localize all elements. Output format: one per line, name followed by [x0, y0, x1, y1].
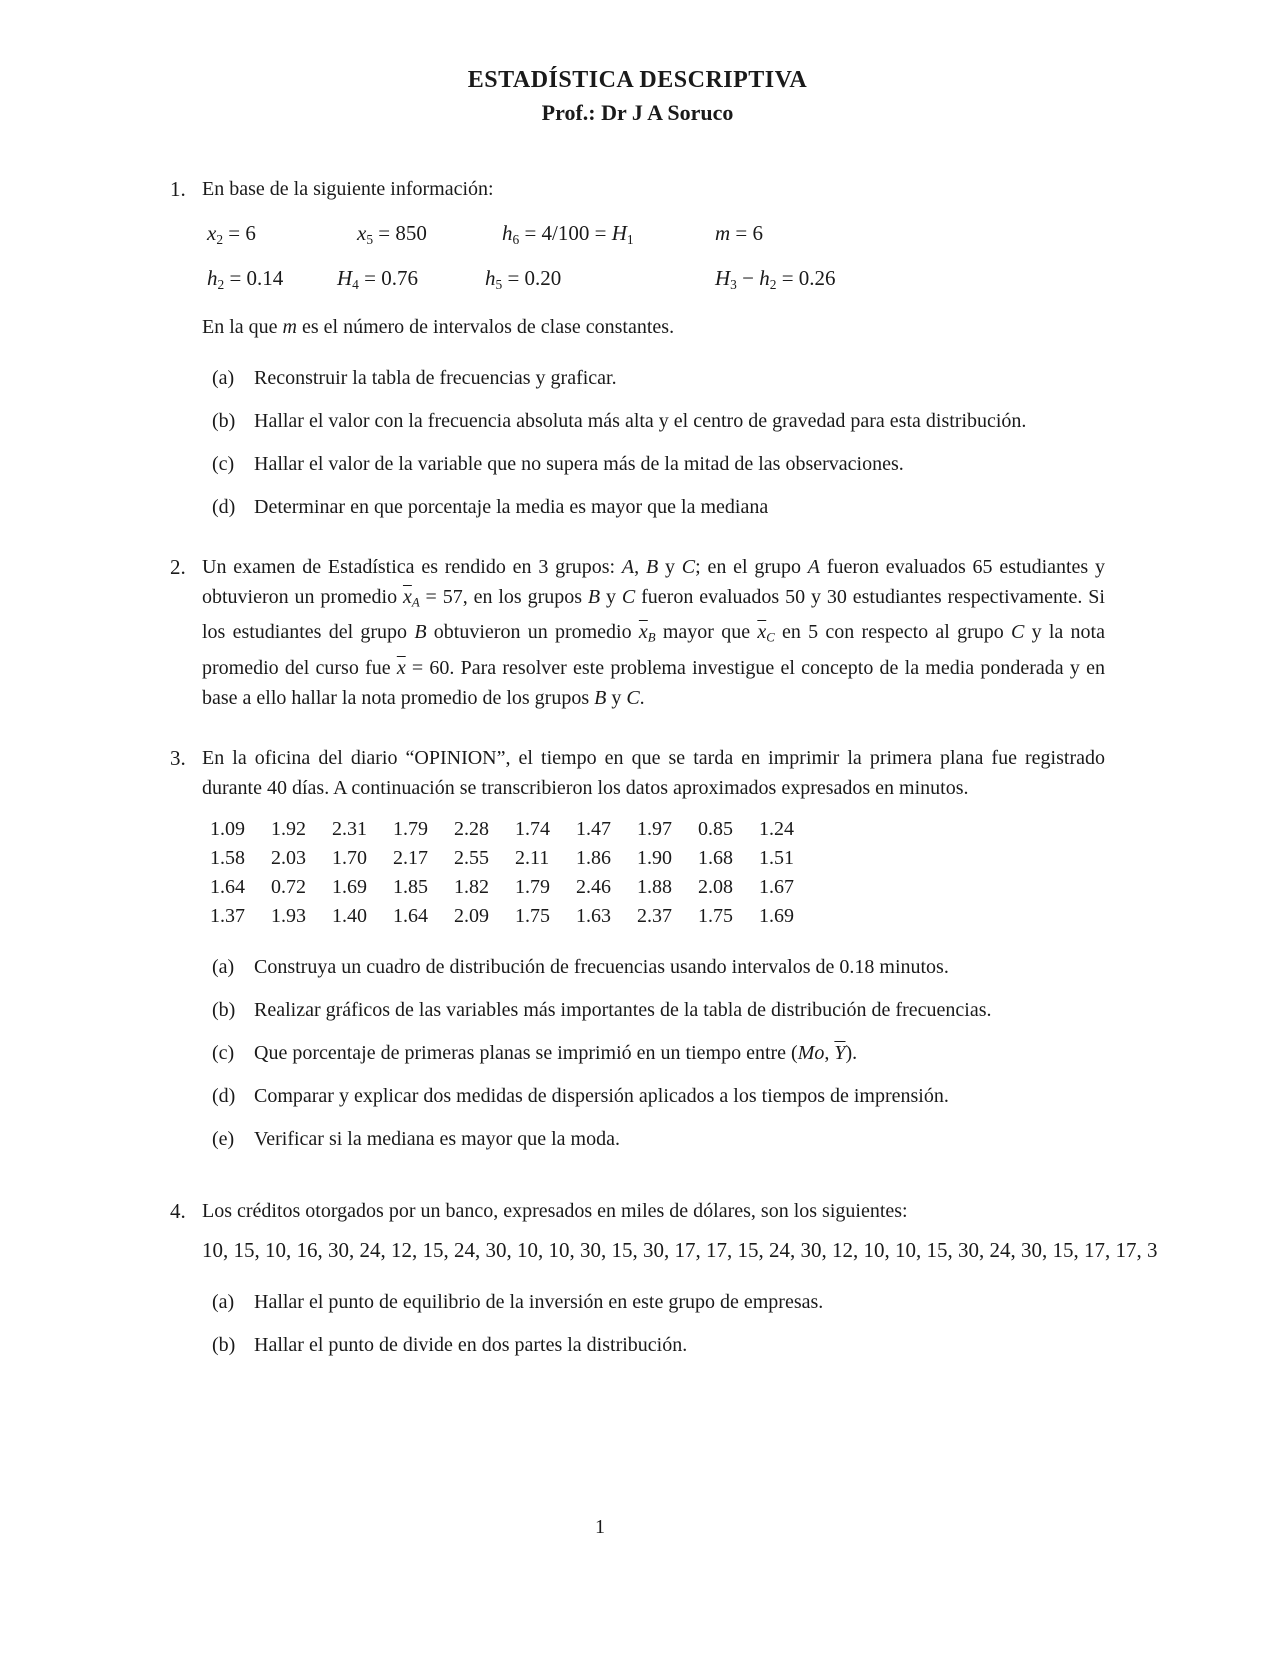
- data-cell: 1.75: [515, 904, 550, 927]
- text-segment: 2: [216, 231, 224, 247]
- text-segment: Mo: [797, 1041, 825, 1064]
- text-segment: h: [759, 265, 770, 290]
- data-cell: 0.72: [271, 875, 306, 898]
- data-cell: 1.37: [210, 904, 245, 927]
- data-cell: 2.11: [515, 846, 550, 869]
- text-segment: fueron evaluados 50 y 30 estudiantes respectivamente. Si los estudiantes del grupo: [202, 585, 1105, 644]
- text-segment: ,: [824, 1041, 835, 1064]
- subitem-text: [254, 951, 1105, 984]
- problem-number: 2.: [170, 554, 186, 579]
- text-segment: H: [611, 221, 627, 245]
- text-segment: Realizar gráficos de las variables más importantes de la tabla de distribución de frecuencias.: [254, 998, 992, 1021]
- data-cell: 2.31: [332, 817, 367, 840]
- text-segment: B: [587, 585, 601, 608]
- text-segment: Hallar el punto de equilibrio de la inversión en este grupo de empresas.: [254, 1290, 824, 1313]
- data-cell: 1.93: [271, 904, 306, 927]
- data-cell: 1.63: [576, 904, 611, 927]
- data-cell: 1.92: [271, 817, 306, 840]
- text-segment: 2: [769, 276, 777, 292]
- problem-number: 4.: [170, 1198, 186, 1223]
- text-segment: Verificar si la mediana es mayor que la moda.: [254, 1127, 620, 1150]
- problem-body: [202, 743, 1105, 1156]
- data-cell: 1.82: [454, 875, 489, 898]
- data-row: [210, 815, 1105, 844]
- text-segment: H: [337, 265, 353, 290]
- data-cell: 2.55: [454, 846, 489, 869]
- text-segment: obtuvieron un promedio: [426, 621, 639, 644]
- text-segment: En base de la siguiente información:: [202, 178, 494, 200]
- math-expression: [357, 214, 502, 259]
- text-segment: H: [715, 265, 731, 290]
- text-segment: 1: [626, 231, 634, 247]
- subitem-label: (a): [212, 366, 235, 389]
- text-segment: es el número de intervalos de clase constantes.: [296, 315, 675, 338]
- text-segment: $\overline{x}$: [757, 621, 767, 644]
- text-segment: C: [766, 630, 775, 645]
- subitem-b: [202, 1329, 1105, 1362]
- data-row: [210, 902, 1105, 931]
- data-cell: 1.67: [759, 875, 794, 898]
- text-segment: = 6: [223, 221, 256, 245]
- text-segment: = 60. Para resolver este problema investigue el concepto de la media ponderada y en base a ello hallar la nota promedio de los grupos: [202, 656, 1105, 709]
- data-cell: 1.64: [393, 904, 428, 927]
- text-segment: = 0.20: [502, 265, 562, 290]
- text-segment: x: [207, 221, 217, 245]
- text-segment: = 57, en los grupos: [419, 585, 588, 608]
- text-segment: Los créditos otorgados por un banco, expresados en miles de dólares, son los siguientes:: [202, 1199, 908, 1222]
- data-cell: 1.90: [637, 846, 672, 869]
- math-line-2: [202, 259, 1105, 304]
- subitem-text: [254, 1123, 1105, 1156]
- text-segment: En la oficina del diario “OPINION”, el tiempo en que se tarda en imprimir la primera plana fue registrado durante 40 días. A continuación se transcribieron los datos aproximados expresados en minutos.: [202, 746, 1105, 799]
- subitem-list: [202, 362, 1105, 524]
- text-segment: B: [594, 686, 607, 709]
- data-cell: 2.03: [271, 846, 306, 869]
- subitem-text: [254, 1286, 1105, 1319]
- data-cell: 1.79: [393, 817, 428, 840]
- text-segment: = 850: [373, 221, 427, 245]
- text-segment: h: [207, 265, 218, 290]
- subitem-text: [254, 1329, 1105, 1362]
- subitem-c: [202, 1037, 1105, 1070]
- math-line-1: [202, 214, 1105, 259]
- text-segment: ; en el grupo: [695, 555, 808, 578]
- data-cell: 1.85: [393, 875, 428, 898]
- text-segment: x: [357, 221, 367, 245]
- data-row: [210, 844, 1105, 873]
- subitem-text: [254, 1037, 1105, 1070]
- math-expression: [337, 259, 485, 304]
- data-row: [210, 873, 1105, 902]
- data-table: [202, 815, 1105, 931]
- text-segment: $\overline{x}$: [402, 585, 412, 608]
- math-expression: [207, 259, 337, 304]
- data-cell: 0.85: [698, 817, 733, 840]
- text-segment: .: [639, 686, 645, 709]
- text-segment: = 0.14: [224, 265, 284, 290]
- data-cell: 1.40: [332, 904, 367, 927]
- data-cell: 1.70: [332, 846, 367, 869]
- text-segment: y: [658, 555, 682, 578]
- data-cell: 1.69: [759, 904, 794, 927]
- text-segment: h: [502, 221, 513, 245]
- subitem-label: (d): [212, 1084, 236, 1107]
- subitem-b: [202, 994, 1105, 1027]
- text-segment: 5: [495, 276, 503, 292]
- text-segment: Construya un cuadro de distribución de frecuencias usando intervalos de 0.18 minutos.: [254, 955, 949, 978]
- subitem-e: [202, 1123, 1105, 1156]
- text-segment: en 5 con respecto al grupo: [774, 621, 1012, 644]
- subitem-text: [254, 405, 1105, 438]
- text-segment: C: [626, 686, 640, 709]
- data-cell: 2.46: [576, 875, 611, 898]
- data-cell: 2.17: [393, 846, 428, 869]
- text-segment: y la nota promedio del curso fue: [202, 621, 1105, 679]
- text-segment: B: [414, 621, 427, 644]
- text-segment: C: [1011, 621, 1025, 644]
- problem-2: [170, 552, 1105, 713]
- data-cell: 1.79: [515, 875, 550, 898]
- text-segment: 6: [512, 231, 520, 247]
- subitem-text: [254, 448, 1105, 481]
- subitem-list: [202, 1286, 1105, 1362]
- data-cell: 1.75: [698, 904, 733, 927]
- subitem-label: (c): [212, 452, 235, 475]
- data-cell: 1.88: [637, 875, 672, 898]
- text-segment: = 0.26: [776, 265, 836, 290]
- text-segment: mayor que: [655, 621, 758, 644]
- text-segment: Determinar en que porcentaje la media es mayor que la mediana: [254, 495, 769, 518]
- text-segment: $\overline{x}$: [638, 621, 648, 644]
- text-segment: Hallar el valor con la frecuencia absoluta más alta y el centro de gravedad para esta distribución.: [254, 409, 1027, 432]
- problem-intro: [202, 743, 1105, 803]
- problem-note: [202, 312, 1105, 342]
- text-segment: $\overline{Y}$: [834, 1041, 846, 1064]
- math-expression: [485, 259, 715, 304]
- subitem-text: [254, 994, 1105, 1027]
- subitem-label: (e): [212, 1127, 235, 1150]
- problem-intro: [202, 174, 1105, 204]
- text-segment: = 4/100 =: [519, 221, 612, 245]
- text-segment: ).: [845, 1041, 858, 1064]
- data-cell: 1.58: [210, 846, 245, 869]
- data-cell: 1.69: [332, 875, 367, 898]
- text-segment: ,: [634, 555, 646, 578]
- text-segment: A: [621, 555, 635, 578]
- text-segment: B: [645, 555, 659, 578]
- subitem-a: [202, 1286, 1105, 1319]
- text-segment: −: [736, 265, 760, 290]
- problem-body: [202, 174, 1105, 524]
- data-cell: 2.37: [637, 904, 672, 927]
- subitem-text: [254, 491, 1105, 524]
- problem-number: 3.: [170, 745, 186, 770]
- data-cell: 2.08: [698, 875, 733, 898]
- data-cell: 1.24: [759, 817, 794, 840]
- credits-number-line: 10, 15, 10, 16, 30, 24, 12, 15, 24, 30, 10, 10, 30, 15, 30, 17, 17, 15, 24, 30, 12, 10, 10, 15, 30, 24, 30, 15, 17, 17, 3: [202, 1237, 1158, 1262]
- math-expression: [715, 214, 763, 259]
- text-segment: Un examen de Estadística es rendido en 3 grupos:: [202, 555, 622, 578]
- problem-number: 1.: [170, 177, 186, 201]
- text-segment: = 6: [730, 221, 764, 245]
- data-cell: 1.68: [698, 846, 733, 869]
- problem-3: [170, 743, 1105, 1156]
- subitem-label: (a): [212, 955, 235, 978]
- subitem-d: [202, 1080, 1105, 1113]
- subitem-c: [202, 448, 1105, 481]
- subitem-d: [202, 491, 1105, 524]
- problem-body: [202, 552, 1105, 713]
- text-segment: Reconstruir la tabla de frecuencias y graficar.: [254, 366, 617, 389]
- subitem-text: [254, 362, 1105, 395]
- data-cell: 1.47: [576, 817, 611, 840]
- text-segment: $\overline{x}$: [396, 656, 406, 679]
- subitem-label: (b): [212, 998, 236, 1021]
- math-expression: [502, 214, 715, 259]
- text-segment: 5: [366, 231, 374, 247]
- text-segment: Que porcentaje de primeras planas se imprimió en un tiempo entre (: [254, 1041, 798, 1064]
- problem-intro: [202, 552, 1105, 713]
- text-segment: 3: [730, 276, 737, 292]
- math-expression: [715, 259, 836, 304]
- text-segment: = 0.76: [358, 265, 418, 290]
- text-segment: A: [411, 595, 420, 610]
- math-block: [202, 214, 1105, 304]
- math-expression: [207, 214, 357, 259]
- text-segment: 2: [217, 276, 225, 292]
- data-cell: 2.28: [454, 817, 489, 840]
- document-subtitle: Prof.: Dr J A Soruco: [541, 100, 734, 125]
- data-cell: 1.64: [210, 875, 245, 898]
- subitem-b: [202, 405, 1105, 438]
- data-cell: 1.97: [637, 817, 672, 840]
- text-segment: m: [715, 221, 731, 245]
- text-segment: y: [606, 686, 627, 709]
- data-cell: 1.51: [759, 846, 794, 869]
- text-segment: C: [621, 585, 636, 608]
- subitem-label: (d): [212, 495, 236, 518]
- document-title: ESTADÍSTICA DESCRIPTIVA: [467, 67, 808, 93]
- text-segment: Hallar el valor de la variable que no supera más de la mitad de las observaciones.: [254, 452, 904, 475]
- problem-body: [202, 1196, 1158, 1362]
- subitem-label: (a): [212, 1290, 235, 1313]
- subitem-list: [202, 951, 1105, 1156]
- problem-1: [170, 174, 1105, 524]
- data-cell: 2.09: [454, 904, 489, 927]
- text-segment: h: [485, 265, 496, 290]
- text-segment: C: [681, 555, 696, 578]
- text-segment: En la que: [202, 315, 283, 338]
- text-segment: B: [647, 630, 656, 645]
- subitem-label: (b): [212, 409, 236, 432]
- data-cell: 1.86: [576, 846, 611, 869]
- text-segment: fueron evaluados 65 estudiantes y obtuvieron un promedio: [202, 555, 1106, 608]
- text-segment: Comparar y explicar dos medidas de dispersión aplicados a los tiempos de imprensión.: [254, 1084, 949, 1107]
- data-cell: 1.09: [210, 817, 245, 840]
- problem-4: [170, 1196, 1158, 1362]
- subitem-label: (c): [212, 1041, 235, 1064]
- subitem-a: [202, 951, 1105, 984]
- subitem-a: [202, 362, 1105, 395]
- page-number: 1: [595, 1516, 605, 1538]
- text-segment: m: [282, 315, 297, 338]
- subitem-label: (b): [212, 1333, 236, 1356]
- text-segment: y: [600, 585, 622, 608]
- text-segment: 4: [352, 276, 359, 292]
- subitem-text: [254, 1080, 1105, 1113]
- text-segment: A: [807, 555, 821, 578]
- text-segment: Hallar el punto de divide en dos partes la distribución.: [254, 1333, 688, 1356]
- data-cell: 1.74: [515, 817, 550, 840]
- problem-intro: [202, 1196, 1105, 1226]
